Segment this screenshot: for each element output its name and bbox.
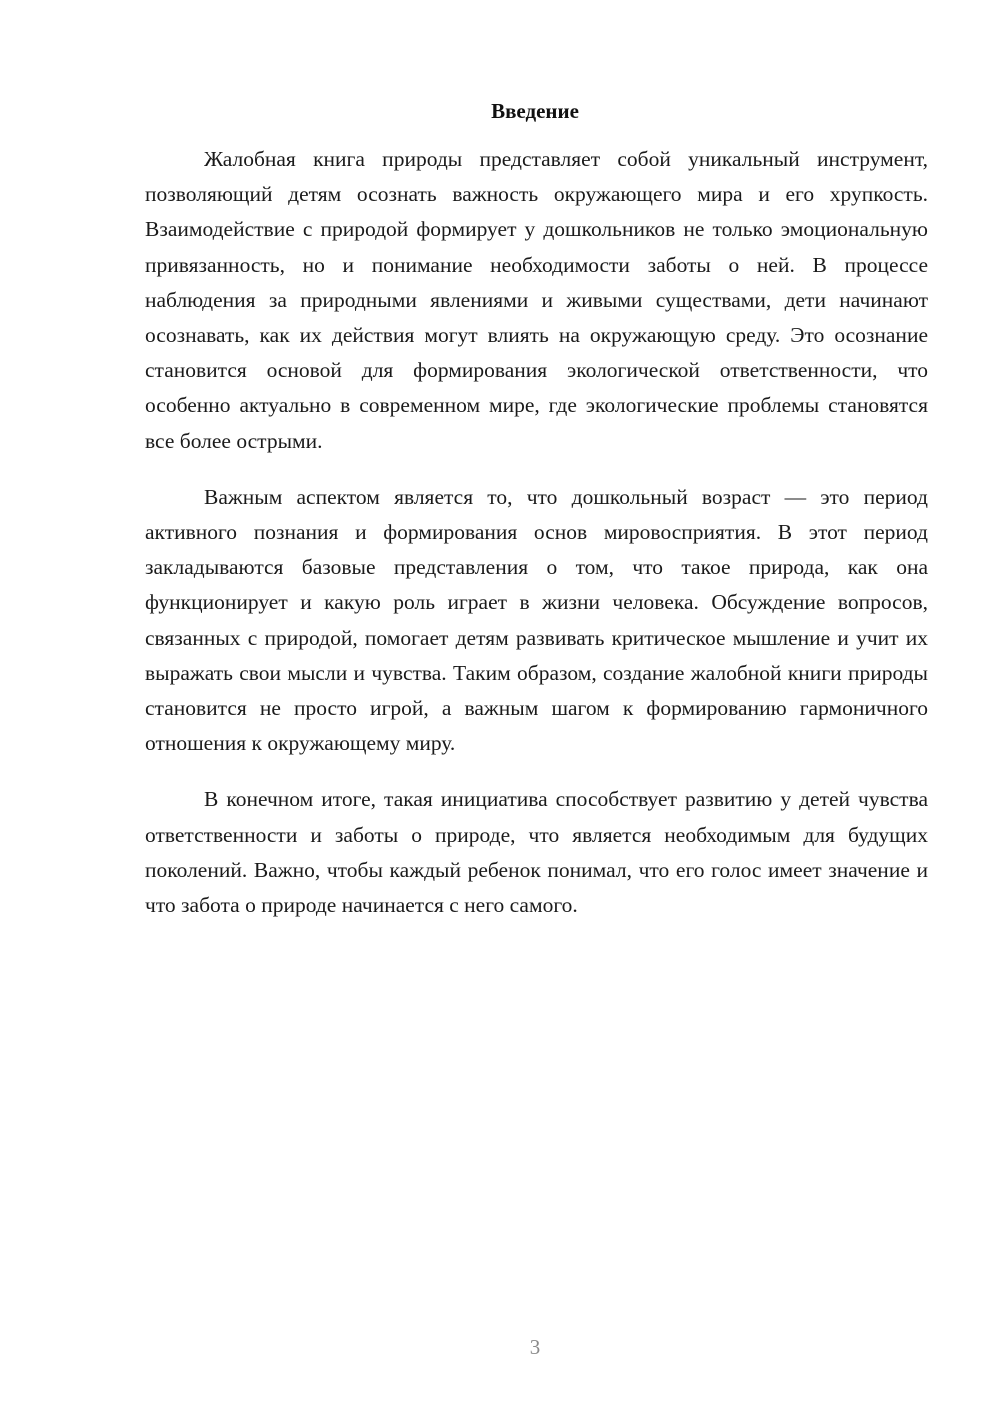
section-heading: Введение [491,99,579,123]
page-number: 3 [529,1335,541,1359]
paragraph-3: В конечном итоге, такая инициатива способствует развитию у детей чувства ответственности и заботы о природе, что является необходимым для будущих поколений. Важно, чтобы каждый ребенок понимал, что его голос имеет значение и что забота о природе начинается с него самого. [145,787,928,918]
body-text [145,142,928,944]
paragraph-1: Жалобная книга природы представляет собой уникальный инструмент, позволяющий детям осознать важность окружающего мира и его хрупкость. Взаимодействие с природой формирует у дошкольников не только эмоциональную привязанность, но и понимание необходимости заботы о ней. В процессе наблюдения за природными явлениями и живыми существами, дети начинают осознавать, как их действия могут влиять на окружающую среду. Это осознание становится основой для формирования экологической ответственности, что особенно актуально в современном мире, где экологические проблемы становятся все более острыми. [145,147,928,453]
paragraph-2: Важным аспектом является то, что дошкольный возраст — это период активного познания и формирования основ мировосприятия. В этот период закладываются базовые представления о том, что такое природа, как она функционирует и какую роль играет в жизни человека. Обсуждение вопросов, связанных с природой, помогает детям развивать критическое мышление и учит их выражать свои мысли и чувства. Таким образом, создание жалобной книги природы становится не просто игрой, а важным шагом к формированию гармоничного отношения к окружающему миру. [145,484,928,756]
